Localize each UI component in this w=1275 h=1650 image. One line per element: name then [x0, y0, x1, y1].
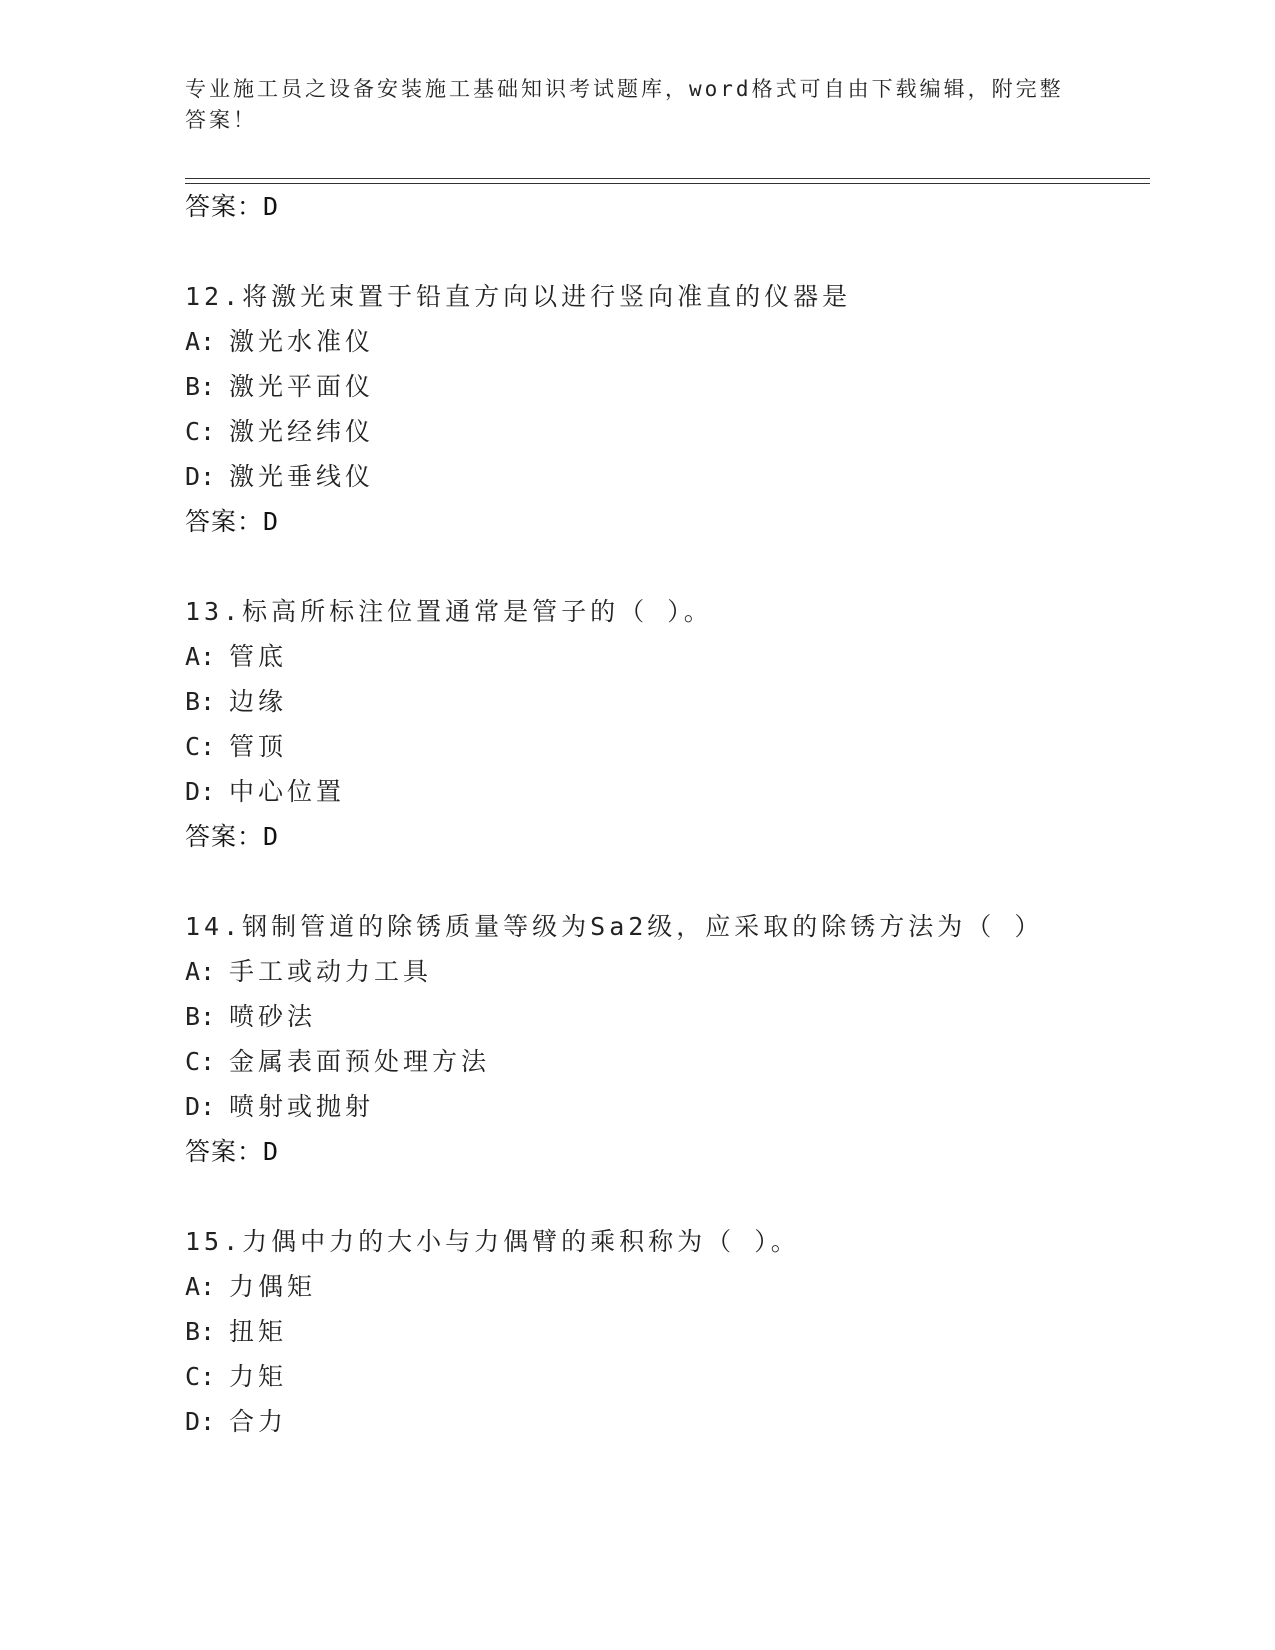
document-header: 专业施工员之设备安装施工基础知识考试题库，word格式可自由下载编辑，附完整答案！	[185, 77, 1064, 132]
question-12	[185, 280, 1185, 494]
option-label: A:	[185, 1272, 216, 1301]
option-text: 合力	[229, 1407, 288, 1436]
option-text: 力矩	[229, 1362, 288, 1391]
option-a	[185, 1270, 1185, 1304]
answer-label: 答案：	[185, 822, 264, 851]
option-text: 激光经纬仪	[229, 417, 375, 446]
option-c	[185, 415, 1185, 449]
option-text: 中心位置	[229, 777, 346, 806]
option-text: 力偶矩	[229, 1272, 317, 1301]
question-13	[185, 595, 1185, 809]
question-stem: 13.标高所标注位置通常是管子的（ ）。	[185, 597, 713, 626]
question-15	[185, 1225, 1185, 1439]
option-a	[185, 955, 1185, 989]
question-stem: 15.力偶中力的大小与力偶臂的乘积称为（ ）。	[185, 1227, 800, 1256]
option-text: 手工或动力工具	[229, 957, 433, 986]
option-text: 喷射或抛射	[229, 1092, 375, 1121]
answer-value: D	[263, 507, 280, 536]
option-label: D:	[185, 1407, 216, 1436]
option-label: B:	[185, 1002, 216, 1031]
option-c	[185, 730, 1185, 764]
option-label: C:	[185, 732, 216, 761]
option-d	[185, 460, 1185, 494]
answer-line	[185, 190, 279, 224]
answer-value: D	[263, 1137, 280, 1166]
option-label: D:	[185, 462, 216, 491]
option-d	[185, 1405, 1185, 1439]
question-14	[185, 910, 1185, 1124]
option-label: D:	[185, 1092, 216, 1121]
option-c	[185, 1045, 1185, 1079]
option-text: 金属表面预处理方法	[229, 1047, 491, 1076]
answer-label: 答案：	[185, 507, 264, 536]
option-label: D:	[185, 777, 216, 806]
question-stem: 14.钢制管道的除锈质量等级为Sa2级，应采取的除锈方法为（ ）	[185, 912, 1044, 941]
option-label: C:	[185, 417, 216, 446]
answer-label: 答案：	[185, 192, 264, 221]
answer-label: 答案：	[185, 1137, 264, 1166]
option-text: 激光水准仪	[229, 327, 375, 356]
option-text: 激光垂线仪	[229, 462, 375, 491]
option-text: 激光平面仪	[229, 372, 375, 401]
answer-line	[185, 820, 279, 854]
answer-value: D	[263, 822, 280, 851]
option-label: A:	[185, 642, 216, 671]
answer-value: D	[263, 192, 280, 221]
answer-line	[185, 505, 279, 539]
option-d	[185, 775, 1185, 809]
option-label: C:	[185, 1047, 216, 1076]
option-text: 扭矩	[229, 1317, 288, 1346]
option-c	[185, 1360, 1185, 1394]
option-label: A:	[185, 327, 216, 356]
option-a	[185, 640, 1185, 674]
option-a	[185, 325, 1185, 359]
option-b	[185, 1000, 1185, 1034]
option-label: C:	[185, 1362, 216, 1391]
header-divider-bottom	[185, 183, 1150, 184]
option-b	[185, 685, 1185, 719]
header-divider-top	[185, 178, 1150, 179]
answer-line	[185, 1135, 279, 1169]
option-text: 边缘	[229, 687, 288, 716]
option-label: B:	[185, 687, 216, 716]
option-label: B:	[185, 372, 216, 401]
option-d	[185, 1090, 1185, 1124]
question-stem: 12.将激光束置于铅直方向以进行竖向准直的仪器是	[185, 282, 852, 311]
option-b	[185, 1315, 1185, 1349]
option-text: 喷砂法	[229, 1002, 317, 1031]
option-text: 管底	[229, 642, 288, 671]
option-label: A:	[185, 957, 216, 986]
option-text: 管顶	[229, 732, 288, 761]
option-b	[185, 370, 1185, 404]
option-label: B:	[185, 1317, 216, 1346]
